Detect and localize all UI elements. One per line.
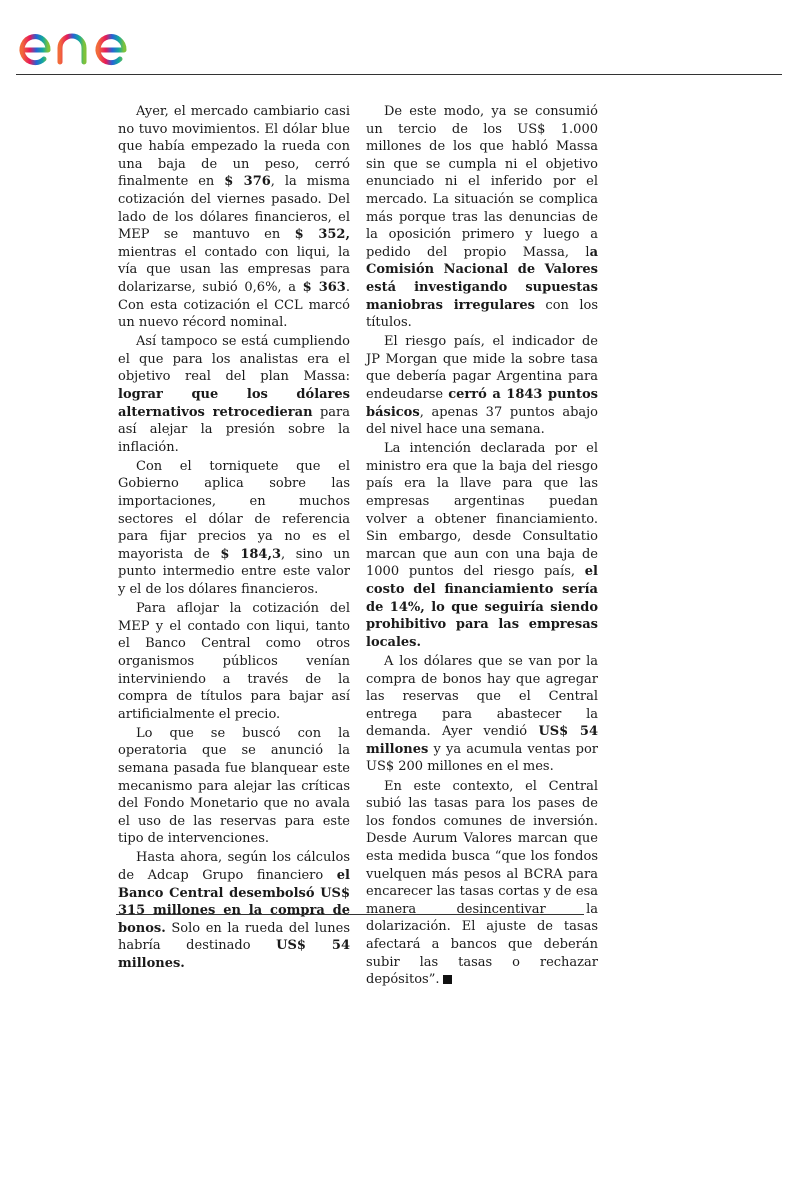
article-paragraph <box>118 600 350 723</box>
text-run: Solo en la rueda del lunes habría destinado <box>118 920 350 954</box>
article-paragraph <box>366 653 598 776</box>
end-of-article-mark <box>443 975 452 984</box>
bold-text: a Comisión Nacional de Valores está investigando supuestas maniobras irregulares <box>366 244 598 313</box>
footer-divider <box>116 914 584 915</box>
text-run: Lo que se buscó con la operatoria que se anunció la semana pasada fue blanquear este mecanismo para alejar las críticas del Fondo Monetario que no avala el uso de las reservas para este tipo de intervenciones. <box>118 725 350 847</box>
text-run: , sino un punto intermedio entre este valor y el de los dólares financieros. <box>118 546 351 598</box>
article-paragraph <box>118 849 350 972</box>
text-run: De este modo, ya se consumió un tercio de los US$ 1.000 millones de los que habló Massa sin que se cumpla ni el objetivo enunciado ni el inferido por el mercado. La situación se complica más porque tras las denuncias de la oposición primero y luego a pedido del propio Massa, l <box>366 104 598 260</box>
article-column-right <box>366 103 598 990</box>
bold-text: $ 352, <box>294 227 351 243</box>
bold-text: el Banco Central desembolsó US$ 315 millones en la compra de bonos. <box>118 868 350 936</box>
header-divider <box>16 74 782 75</box>
text-run: En este contexto, el Central subió las tasas para los pases de los fondos comunes de inversión. Desde Aurum Valores marcan que esta medida busca “que los fondos vuelquen más pesos al BCRA para encarecer las tasas cortas y de esa manera desincentivar la dolarización. El ajuste de tasas afectará a bancos que deberán subir las tasas o rechazar depósitos”. <box>366 778 598 988</box>
text-run: con los títulos. <box>366 297 598 331</box>
bold-text: US$ 54 millones. <box>118 938 351 971</box>
bold-text: cerró a 1843 puntos básicos <box>366 387 598 420</box>
bold-text: $ 184,3 <box>220 546 282 562</box>
text-run: mientras el contado con liqui, la vía que usan las empresas para dolarizarse, subió 0,6%, a <box>118 244 350 295</box>
article-paragraph <box>118 103 350 332</box>
article-paragraph <box>366 778 598 989</box>
text-run: Ayer, el mercado cambiario casi no tuvo movimientos. El dólar blue que había empezado la rueda con una baja de un peso, cerró finalmente en <box>118 104 350 190</box>
text-run: Con el torniquete que el Gobierno aplica sobre las importaciones, en muchos sectores el dólar de referencia para fijar precios ya no es el mayorista de <box>118 458 350 562</box>
bold-text: $ 376 <box>224 174 271 190</box>
text-run: y ya acumula ventas por US$ 200 millones en el mes. <box>366 741 598 775</box>
article-paragraph <box>366 103 598 332</box>
text-run: , la misma cotización del viernes pasado. Del lado de los dólares financieros, el MEP se mantuvo en <box>118 174 350 243</box>
enel-logo <box>16 14 172 70</box>
article-paragraph <box>118 725 350 848</box>
bold-text: lograr que los dólares alternativos retrocedieran <box>118 387 350 420</box>
text-run: La intención declarada por el ministro era que la baja del riesgo país era la llave para que las empresas argentinas puedan volver a obtener financiamiento. Sin embargo, desde Consultatio marcan que aun con una baja de 1000 puntos del riesgo país, <box>366 441 598 580</box>
text-run: El riesgo país, el indicador de JP Morgan que mide la sobre tasa que debería pagar Argentina para endeudarse <box>366 334 598 402</box>
article-column-left <box>118 103 350 974</box>
bold-text: $ 363 <box>302 279 346 295</box>
bold-text: el costo del financiamiento sería de 14%, lo que seguiría siendo prohibitivo para las empresas locales. <box>366 564 598 650</box>
text-run: , apenas 37 puntos abajo del nivel hace una semana. <box>366 404 598 438</box>
text-run: . Con esta cotización el CCL marcó un nuevo récord nominal. <box>118 279 350 331</box>
text-run: Así tampoco se está cumpliendo el que para los analistas era el objetivo real del plan Massa: <box>118 334 350 385</box>
text-run: Para aflojar la cotización del MEP y el contado con liqui, tanto el Banco Central como otros organismos públicos venían interviniendo a través de la compra de títulos para bajar así artificialmente el precio. <box>118 601 350 722</box>
bold-text: US$ 54 millones <box>366 724 599 757</box>
article-paragraph <box>118 333 350 456</box>
article-paragraph <box>366 333 598 439</box>
article-paragraph <box>118 458 350 599</box>
text-run: A los dólares que se van por la compra de bonos hay que agregar las reservas que el Central entrega para abastecer la demanda. Ayer vendió <box>366 653 598 740</box>
text-run: para así alejar la presión sobre la inflación. <box>118 404 350 455</box>
article-paragraph <box>366 440 598 651</box>
text-run: Hasta ahora, según los cálculos de Adcap Grupo financiero <box>118 850 350 884</box>
